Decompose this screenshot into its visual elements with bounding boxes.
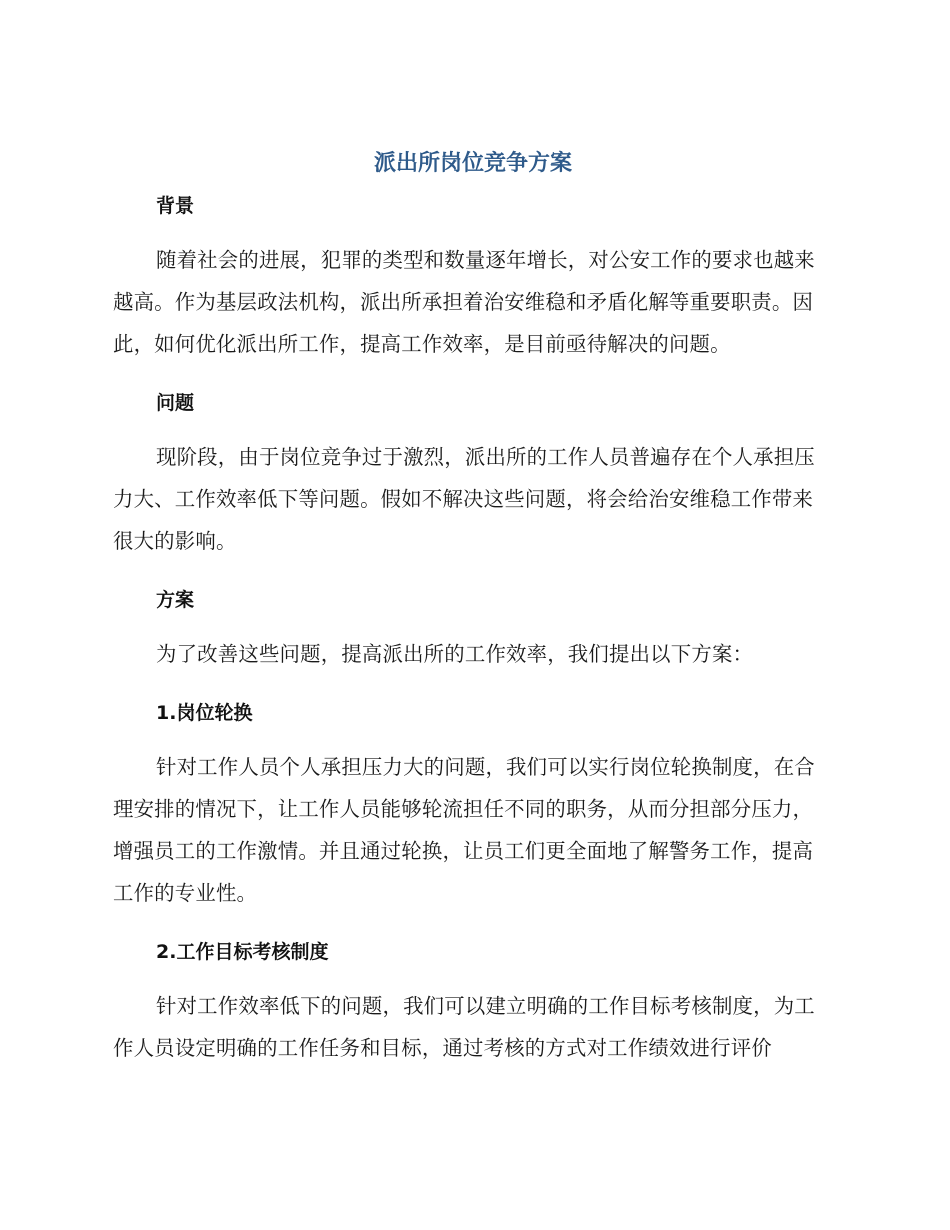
- paragraph-rotation: 针对工作人员个人承担压力大的问题，我们可以实行岗位轮换制度，在合理安排的情况下，让工作人员能够轮流担任不同的职务，从而分担部分压力，增强员工的工作激情。并且通过轮换，让员工们更全面地了解警务工作，提高工作的专业性。: [113, 755, 815, 905]
- document-title: 派出所岗位竞争方案: [373, 151, 572, 176]
- paragraph-problem: 现阶段，由于岗位竞争过于激烈，派出所的工作人员普遍存在个人承担压力大、工作效率低下等问题。假如不解决这些问题，将会给治安维稳工作带来很大的影响。: [113, 445, 815, 553]
- section-heading-rotation: 1.岗位轮换: [156, 702, 253, 724]
- section-heading-plan: 方案: [156, 589, 195, 611]
- section-heading-assessment: 2.工作目标考核制度: [156, 941, 329, 963]
- document-body: [113, 144, 833, 1069]
- paragraph-background: 随着社会的进展，犯罪的类型和数量逐年增长，对公安工作的要求也越来越高。作为基层政法机构，派出所承担着治安维稳和矛盾化解等重要职责。因此，如何优化派出所工作，提高工作效率，是目前亟待解决的问题。: [113, 248, 815, 356]
- paragraph-plan-intro: 为了改善这些问题，提高派出所的工作效率，我们提出以下方案：: [156, 642, 754, 666]
- section-heading-problem: 问题: [156, 392, 195, 414]
- paragraph-assessment: 针对工作效率低下的问题，我们可以建立明确的工作目标考核制度，为工作人员设定明确的工作任务和目标，通过考核的方式对工作绩效进行评价: [113, 994, 815, 1060]
- section-heading-background: 背景: [156, 195, 195, 217]
